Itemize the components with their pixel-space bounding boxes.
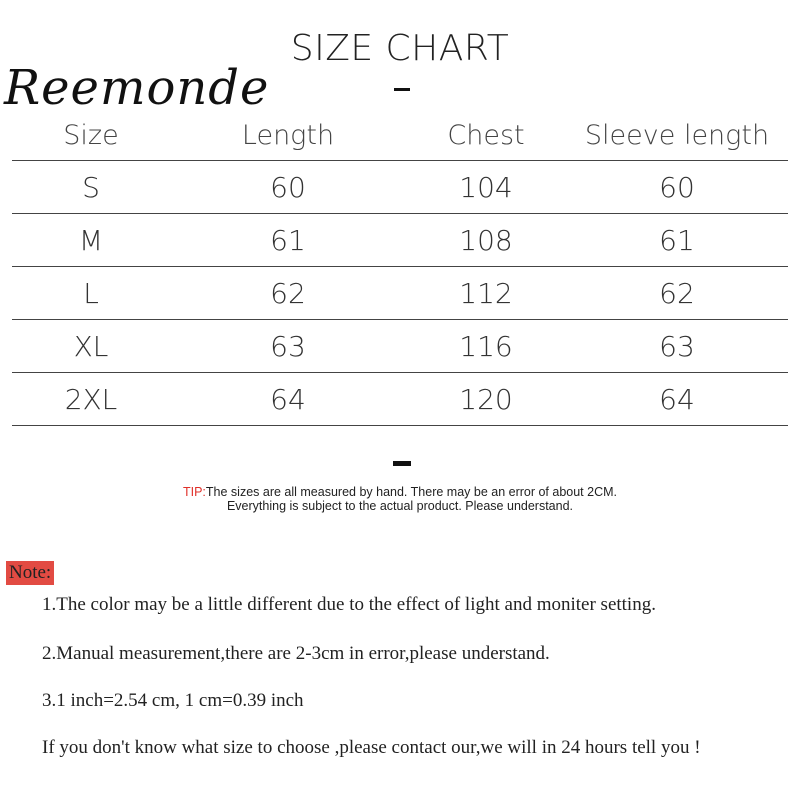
cell-size: M bbox=[78, 223, 104, 257]
tip-line-1 bbox=[0, 485, 800, 499]
cell-chest: 120 bbox=[459, 382, 513, 416]
cell-length: 62 bbox=[270, 276, 306, 310]
cell-sleeve-length: 61 bbox=[659, 223, 695, 257]
header-chest: Chest bbox=[447, 119, 525, 151]
cell-length: 61 bbox=[270, 223, 306, 257]
table-row bbox=[12, 320, 788, 373]
header-sleeve-length: Sleeve length bbox=[584, 119, 770, 151]
size-table bbox=[12, 110, 788, 426]
cell-size: S bbox=[82, 170, 100, 204]
header-size: Size bbox=[63, 119, 119, 151]
note-item-4: If you don't know what size to choose ,please contact our,we will in 24 hours tell you ! bbox=[42, 737, 701, 758]
cell-chest: 108 bbox=[459, 223, 513, 257]
tip-line-1-text: The sizes are all measured by hand. There may be an error of about 2CM. bbox=[205, 485, 617, 499]
title-dash-top bbox=[394, 88, 410, 91]
cell-chest: 104 bbox=[459, 170, 513, 204]
cell-size: XL bbox=[73, 329, 109, 363]
tip-line-2: Everything is subject to the actual product. Please understand. bbox=[226, 499, 574, 513]
table-row bbox=[12, 214, 788, 267]
cell-size: L bbox=[83, 276, 99, 310]
page-title: SIZE CHART bbox=[290, 28, 510, 69]
cell-length: 60 bbox=[270, 170, 306, 204]
table-row bbox=[12, 373, 788, 426]
cell-chest: 116 bbox=[459, 329, 513, 363]
note-badge: Note: bbox=[6, 561, 54, 585]
brand-logo: Reemonde bbox=[4, 60, 270, 116]
table-header-row bbox=[12, 110, 788, 161]
cell-sleeve-length: 60 bbox=[659, 170, 695, 204]
cell-chest: 112 bbox=[459, 276, 513, 310]
header-length: Length bbox=[241, 119, 335, 151]
cell-length: 64 bbox=[270, 382, 306, 416]
note-item-3: 3.1 inch=2.54 cm, 1 cm=0.39 inch bbox=[42, 690, 304, 711]
tip-label: TIP: bbox=[182, 485, 206, 499]
table-row bbox=[12, 161, 788, 214]
note-item-1: 1.The color may be a little different due to the effect of light and moniter setting. bbox=[42, 594, 656, 615]
cell-length: 63 bbox=[270, 329, 306, 363]
cell-sleeve-length: 64 bbox=[659, 382, 695, 416]
cell-sleeve-length: 63 bbox=[659, 329, 695, 363]
note-item-2: 2.Manual measurement,there are 2-3cm in error,please understand. bbox=[42, 643, 550, 664]
cell-size: 2XL bbox=[64, 382, 118, 416]
cell-sleeve-length: 62 bbox=[659, 276, 695, 310]
title-dash-bottom bbox=[393, 461, 411, 466]
table-row bbox=[12, 267, 788, 320]
tip-text bbox=[0, 485, 800, 513]
